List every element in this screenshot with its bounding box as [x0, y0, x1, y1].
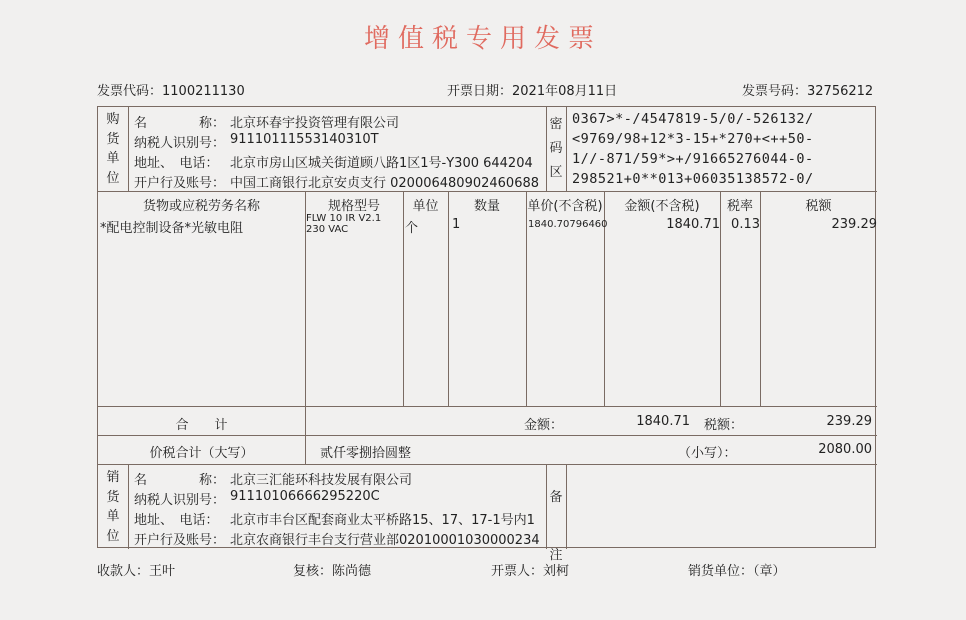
item-qty: 1 — [452, 217, 461, 232]
seller-side-label: 销 货 单 位 — [106, 470, 120, 544]
seller-unit-stamp: 销货单位：（章） — [688, 564, 786, 579]
col-header-tax: 税额 — [805, 199, 832, 214]
cipher-line: 298521+0**013+06035138572-0/ — [572, 171, 814, 187]
col-header-qty: 数量 — [473, 199, 500, 214]
cipher-line: <9769/98+12*3-15+*270+<++50- — [572, 131, 814, 147]
buyer-name-label: 名 称： — [134, 116, 226, 131]
col-header-name: 货物或应税劳务名称 — [142, 199, 260, 214]
grand-total-small: 2080.00 — [818, 442, 872, 457]
drawer: 开票人：刘柯 — [491, 564, 570, 579]
reviewer: 复核：陈尚德 — [293, 564, 372, 579]
totals-amount-label: 金额： — [524, 418, 564, 433]
item-spec: FLW 10 IR V2.1 230 VAC — [306, 213, 382, 235]
buyer-name: 北京环春宇投资管理有限公司 — [230, 116, 400, 131]
item-rate: 0.13 — [731, 217, 760, 232]
cipher-line: 1//-871/59*>+/91665276044-0- — [572, 151, 814, 167]
totals-label: 合 计 — [175, 418, 228, 433]
seller-tax-id-label: 纳税人识别号： — [134, 493, 226, 508]
invoice-title: 增值税专用发票 — [363, 24, 602, 54]
seller-name: 北京三汇能环科技发展有限公司 — [230, 473, 413, 488]
seller-address: 北京市丰台区配套商业太平桥路15、17、17-1号内1 — [230, 513, 535, 528]
cipher-line: 0367>*-/4547819-5/0/-526132/ — [572, 111, 814, 127]
seller-tax-id: 91110106666295220C — [230, 489, 380, 504]
payee: 收款人：王叶 — [97, 564, 176, 579]
seller-address-label: 地址、 电话： — [134, 513, 219, 528]
remarks-side-label: 备 注 — [549, 490, 563, 563]
seller-bank-label: 开户行及账号： — [134, 533, 226, 548]
invoice-number: 发票号码：32756212 — [742, 84, 874, 99]
invoice-code: 发票代码：1100211130 — [97, 84, 245, 99]
item-amount: 1840.71 — [666, 217, 720, 232]
grand-total-small-label: （小写）： — [678, 446, 737, 461]
col-header-price: 单价(不含税) — [527, 199, 603, 214]
item-price: 1840.70796460 — [528, 219, 608, 230]
col-header-spec: 规格型号 — [327, 199, 380, 214]
grand-total-label: 价税合计（大写） — [149, 446, 254, 461]
buyer-tax-id-label: 纳税人识别号： — [134, 136, 226, 151]
col-header-rate: 税率 — [726, 199, 753, 214]
col-header-unit: 单位 — [412, 199, 439, 214]
seller-bank: 北京农商银行丰台支行营业部0201000103000023​4 — [230, 533, 540, 548]
item-unit: 个 — [405, 221, 419, 236]
item-tax: 239.29 — [831, 217, 877, 232]
buyer-address: 北京市房山区城关街道顾八路1区1号-Y300 644204 — [230, 156, 533, 171]
seller-name-label: 名 称： — [134, 473, 226, 488]
totals-tax: 239.29 — [826, 414, 872, 429]
buyer-address-label: 地址、 电话： — [134, 156, 219, 171]
issue-date: 开票日期：2021年08月11日 — [447, 84, 618, 99]
buyer-bank-label: 开户行及账号： — [134, 176, 226, 191]
invoice-table — [97, 106, 877, 563]
item-name: *配电控制设备*光敏电阻 — [100, 221, 244, 236]
buyer-tax-id: 91110111553140310T — [230, 132, 379, 147]
totals-tax-label: 税额： — [704, 418, 744, 433]
grand-total-words: 贰仟零捌拾圆整 — [320, 446, 412, 461]
buyer-side-label: 购 货 单 位 — [106, 112, 120, 186]
cipher-side-label: 密 码 区 — [549, 117, 563, 180]
totals-amount: 1840.71 — [636, 414, 690, 429]
buyer-bank: 中国工商银行北京安贞支行 0200064809024606​88 — [230, 176, 540, 191]
col-header-amount: 金额(不含税) — [624, 199, 700, 214]
